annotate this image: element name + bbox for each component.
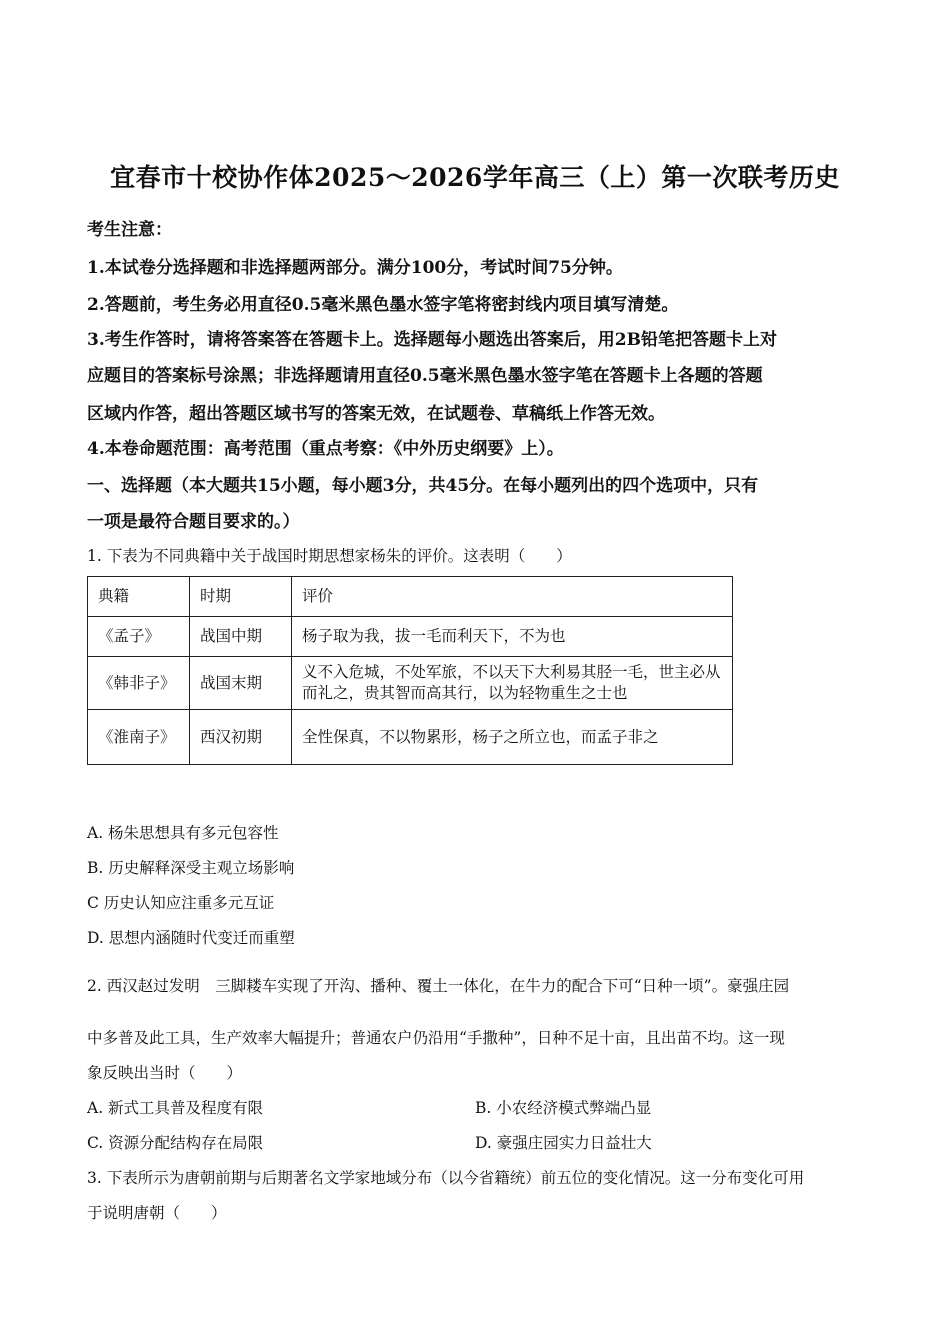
table-cell: 《孟子》 [88,617,190,657]
q2-stem-line-3: 象反映出当时（ ） [87,1064,243,1082]
table-cell: 义不入危城，不处军旅，不以天下大利易其胫一毛，世主必从而礼之，贵其智而高其行，以为轻物重生之士也 [292,657,733,710]
table-row [88,710,733,765]
notice-line-4: 应题目的答案标号涂黑；非选择题请用直径0.5毫米黑色墨水签字笔在答题卡上各题的答题 [87,366,763,386]
q2-stem-line-1: 2. 西汉赵过发明 三脚耧车实现了开沟、播种、覆土一体化，在牛力的配合下可“日种一顷”。豪强庄园 [87,977,790,995]
table-header-row [88,577,733,617]
q3-stem-line-1: 3. 下表所示为唐朝前期与后期著名文学家地域分布（以今省籍统）前五位的变化情况。这一分布变化可用 [87,1169,805,1187]
notice-heading: 考生注意： [87,220,172,240]
q1-option-a: A. 杨朱思想具有多元包容性 [87,824,279,842]
page-title: 宜春市十校协作体2025～2026学年高三（上）第一次联考历史 [110,163,840,192]
table-cell: 战国末期 [190,657,292,710]
q1-option-b: B. 历史解释深受主观立场影响 [87,859,295,877]
table-cell: 战国中期 [190,617,292,657]
table-cell: 《淮南子》 [88,710,190,765]
q2-option-a: A. 新式工具普及程度有限 [87,1099,264,1117]
q2-stem-line-2: 中多普及此工具，生产效率大幅提升；普通农户仍沿用“手撒种”，日种不足十亩，且出苗不均。这一现 [87,1029,785,1047]
table-cell: 《韩非子》 [88,657,190,710]
q2-option-c: C. 资源分配结构存在局限 [87,1134,264,1152]
table-header-cell: 典籍 [88,577,190,617]
table-header-cell: 时期 [190,577,292,617]
notice-line-3: 3.考生作答时，请将答案答在答题卡上。选择题每小题选出答案后，用2B铅笔把答题卡上对 [87,330,777,350]
table-cell: 西汉初期 [190,710,292,765]
table-row [88,617,733,657]
notice-line-6: 4.本卷命题范围：高考范围（重点考察：《中外历史纲要》上）。 [87,439,564,459]
q3-stem-line-2: 于说明唐朝（ ） [87,1204,227,1222]
section-heading-line-1: 一、选择题（本大题共15小题，每小题3分，共45分。在每小题列出的四个选项中，只有 [87,476,759,496]
q1-option-d: D. 思想内涵随时代变迁而重塑 [87,929,295,947]
q2-option-b: B. 小农经济模式弊端凸显 [475,1099,652,1117]
table-cell: 杨子取为我，拔一毛而利天下，不为也 [292,617,733,657]
q2-option-d: D. 豪强庄园实力日益壮大 [475,1134,652,1152]
q1-option-c: C 历史认知应注重多元互证 [87,894,275,912]
notice-line-5: 区域内作答，超出答题区域书写的答案无效，在试题卷、草稿纸上作答无效。 [87,404,665,424]
table-row [88,657,733,710]
table-header-cell: 评价 [292,577,733,617]
notice-line-1: 1.本试卷分选择题和非选择题两部分。满分100分，考试时间75分钟。 [87,258,623,278]
section-heading-line-2: 一项是最符合题目要求的。） [87,512,300,532]
notice-line-2: 2.答题前，考生务必用直径0.5毫米黑色墨水签字笔将密封线内项目填写清楚。 [87,295,679,315]
table-cell: 全性保真，不以物累形，杨子之所立也，而孟子非之 [292,710,733,765]
q1-table [87,576,733,765]
q1-stem: 1. 下表为不同典籍中关于战国时期思想家杨朱的评价。这表明（ ） [87,547,572,565]
